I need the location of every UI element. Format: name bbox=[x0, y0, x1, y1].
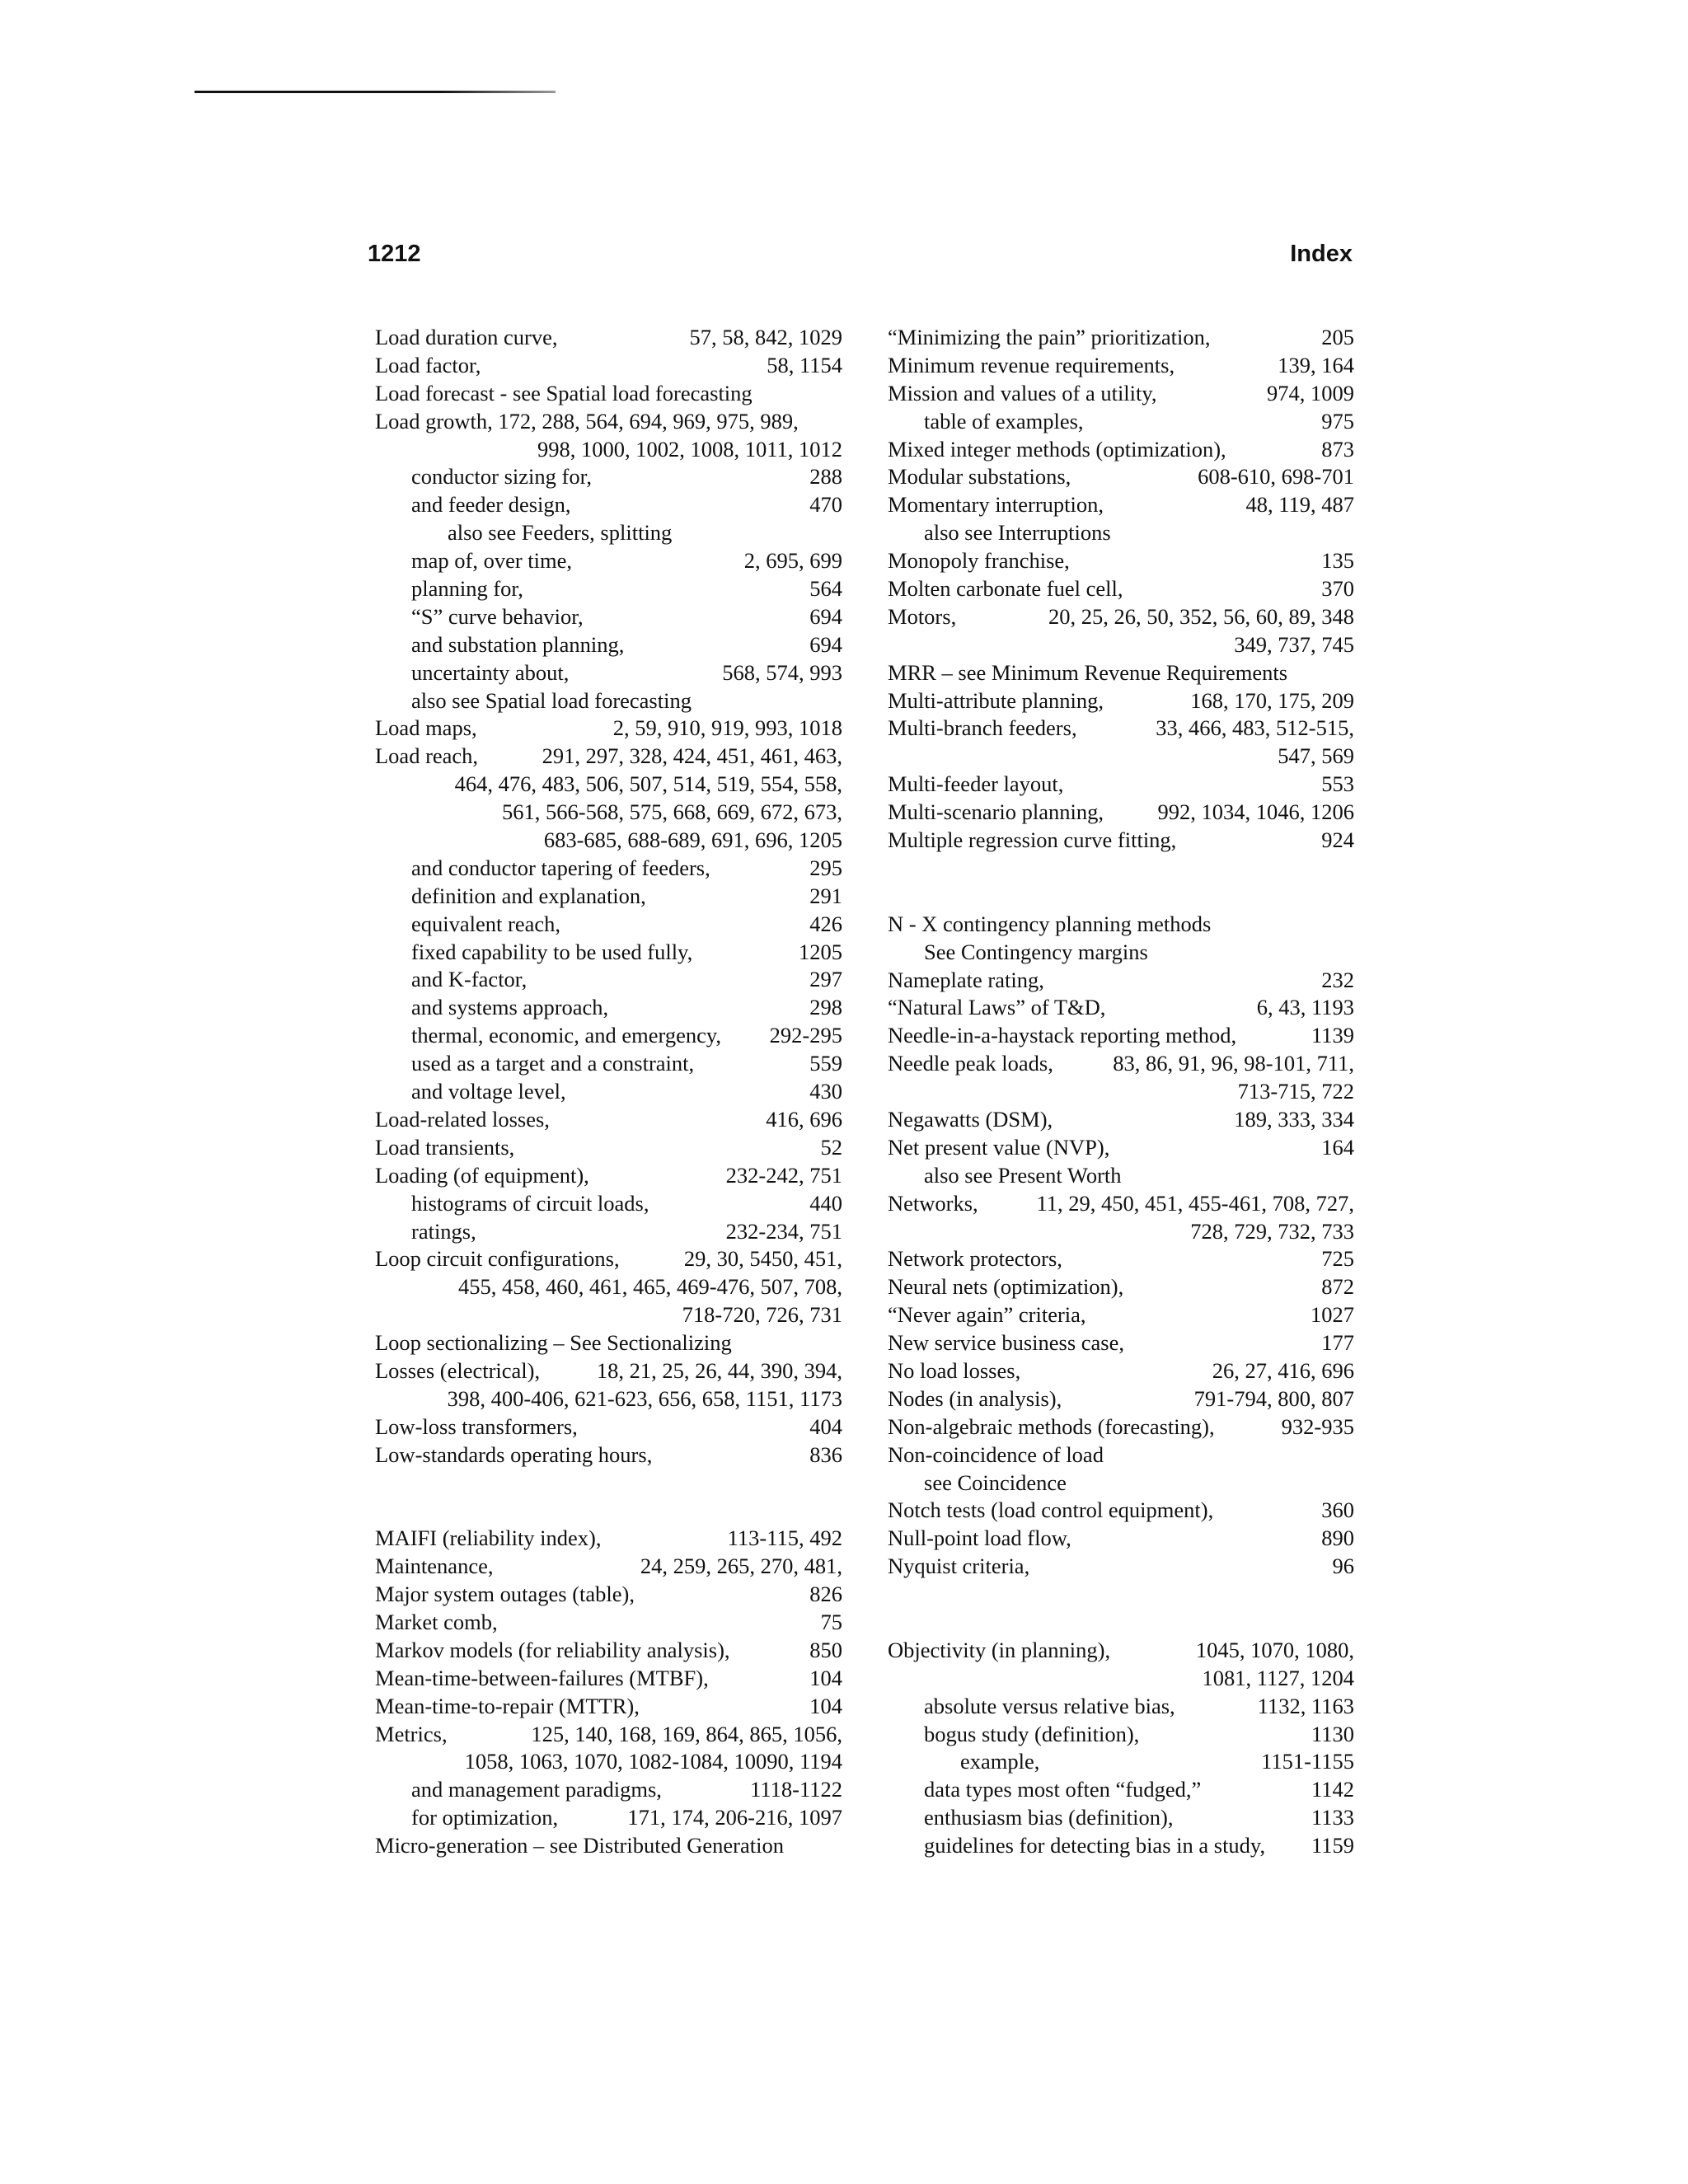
entry-term: Metrics, bbox=[375, 1721, 448, 1746]
index-subentry bbox=[375, 631, 842, 659]
index-subentry bbox=[375, 1022, 842, 1050]
entry-pages: 189, 333, 334 bbox=[1234, 1106, 1354, 1132]
entry-pages: 873 bbox=[1321, 436, 1354, 462]
entry-term: and substation planning, bbox=[411, 631, 625, 657]
entry-term: thermal, economic, and emergency, bbox=[411, 1023, 721, 1048]
index-entry bbox=[888, 463, 1354, 491]
entry-term: MAIFI (reliability index), bbox=[375, 1526, 602, 1551]
entry-pages: 29, 30, 5450, 451, bbox=[683, 1246, 842, 1272]
entry-term: Losses (electrical), bbox=[375, 1357, 541, 1383]
index-column-right bbox=[888, 324, 1354, 1860]
index-cross-reference bbox=[888, 1162, 1354, 1190]
entry-term: Load reach, bbox=[375, 743, 479, 769]
entry-pages: 564 bbox=[809, 576, 842, 602]
entry-pages: 292-295 bbox=[769, 1023, 842, 1048]
entry-term: Load-related losses, bbox=[375, 1106, 550, 1132]
index-entry bbox=[888, 827, 1354, 855]
index-entry bbox=[888, 1497, 1354, 1525]
entry-pages: 725 bbox=[1321, 1246, 1354, 1272]
entry-continuation bbox=[888, 631, 1354, 659]
entry-term: Maintenance, bbox=[375, 1554, 494, 1579]
entry-pages: 104 bbox=[809, 1665, 842, 1690]
entry-term: and conductor tapering of feeders, bbox=[411, 855, 710, 880]
index-entry bbox=[888, 1022, 1354, 1050]
entry-term: See Contingency margins bbox=[924, 939, 1148, 964]
index-entry bbox=[888, 1050, 1354, 1078]
index-entry bbox=[375, 1637, 842, 1665]
entry-term: Loading (of equipment), bbox=[375, 1162, 589, 1188]
entry-term: planning for, bbox=[411, 576, 523, 602]
entry-pages: 57, 58, 842, 1029 bbox=[689, 325, 842, 349]
index-cross-reference bbox=[888, 519, 1354, 547]
entry-pages: 430 bbox=[809, 1079, 842, 1104]
entry-pages: 404 bbox=[809, 1413, 842, 1439]
entry-term: MRR – see Minimum Revenue Requirements bbox=[888, 659, 1288, 685]
index-entry bbox=[888, 1553, 1354, 1581]
entry-pages: 1118-1122 bbox=[750, 1777, 842, 1802]
entry-term: Market comb, bbox=[375, 1609, 498, 1634]
entry-pages: 1133 bbox=[1311, 1805, 1354, 1830]
index-entry bbox=[375, 1525, 842, 1553]
entry-pages: 135 bbox=[1321, 548, 1354, 574]
entry-pages: 455, 458, 460, 461, 465, 469-476, 507, 708, bbox=[458, 1274, 842, 1300]
entry-term: uncertainty about, bbox=[411, 659, 570, 685]
index-entry bbox=[375, 408, 842, 436]
entry-pages: 924 bbox=[1321, 827, 1354, 853]
entry-continuation bbox=[888, 1665, 1354, 1693]
entry-pages: 2, 59, 910, 919, 993, 1018 bbox=[612, 715, 842, 741]
entry-continuation bbox=[375, 799, 842, 827]
index-entry bbox=[888, 547, 1354, 575]
entry-pages: 370 bbox=[1321, 576, 1354, 602]
entry-term: map of, over time, bbox=[411, 548, 573, 574]
entry-pages: 360 bbox=[1321, 1497, 1354, 1523]
entry-term: ratings, bbox=[411, 1218, 476, 1244]
index-subentry bbox=[888, 1748, 1354, 1776]
index-entry bbox=[375, 1329, 842, 1357]
index-subentry bbox=[888, 1693, 1354, 1721]
entry-term: Non-coincidence of load bbox=[888, 1441, 1104, 1467]
index-entry bbox=[888, 994, 1354, 1022]
entry-term: Multi-attribute planning, bbox=[888, 687, 1104, 713]
index-subentry bbox=[375, 994, 842, 1022]
index-entry bbox=[375, 1832, 842, 1860]
index-cross-reference bbox=[375, 519, 842, 547]
entry-term: Load maps, bbox=[375, 715, 477, 741]
entry-term: and management paradigms, bbox=[411, 1777, 662, 1802]
entry-term: Mean-time-to-repair (MTTR), bbox=[375, 1693, 640, 1718]
index-entry bbox=[375, 1609, 842, 1637]
index-entry bbox=[888, 575, 1354, 603]
entry-pages: 171, 174, 206-216, 1097 bbox=[627, 1805, 842, 1830]
entry-pages: 1130 bbox=[1311, 1721, 1354, 1746]
entry-term: “Natural Laws” of T&D, bbox=[888, 995, 1106, 1020]
entry-pages: 890 bbox=[1321, 1526, 1354, 1551]
index-subentry bbox=[375, 575, 842, 603]
entry-pages: 26, 27, 416, 696 bbox=[1212, 1357, 1354, 1383]
entry-term: definition and explanation, bbox=[411, 883, 646, 908]
entry-term: bogus study (definition), bbox=[924, 1721, 1140, 1746]
index-entry bbox=[375, 1553, 842, 1581]
entry-pages: 291, 297, 328, 424, 451, 461, 463, bbox=[542, 743, 842, 769]
entry-term: Neural nets (optimization), bbox=[888, 1274, 1124, 1300]
entry-term: Load transients, bbox=[375, 1134, 515, 1160]
section-title: Index bbox=[1290, 241, 1353, 267]
entry-continuation bbox=[375, 1385, 842, 1413]
entry-term: Needle peak loads, bbox=[888, 1051, 1053, 1076]
index-entry bbox=[888, 603, 1354, 631]
letter-group-gap bbox=[375, 1469, 842, 1526]
entry-pages: 791-794, 800, 807 bbox=[1193, 1385, 1354, 1411]
entry-pages: 349, 737, 745 bbox=[1234, 631, 1354, 657]
index-entry bbox=[888, 1273, 1354, 1301]
entry-term: Objectivity (in planning), bbox=[888, 1637, 1111, 1662]
entry-term: “S” curve behavior, bbox=[411, 603, 584, 629]
entry-pages: 11, 29, 450, 451, 455-461, 708, 727, bbox=[1036, 1190, 1354, 1216]
entry-pages: 975 bbox=[1321, 408, 1354, 434]
entry-continuation bbox=[375, 1273, 842, 1301]
entry-pages: 139, 164 bbox=[1278, 352, 1354, 377]
index-entry bbox=[888, 1106, 1354, 1134]
index-entry bbox=[888, 659, 1354, 687]
entry-pages: 992, 1034, 1046, 1206 bbox=[1157, 799, 1354, 825]
entry-pages: 164 bbox=[1321, 1134, 1354, 1160]
entry-term: Load duration curve, bbox=[375, 325, 558, 349]
index-subentry bbox=[888, 1832, 1354, 1860]
index-entry bbox=[888, 771, 1354, 799]
entry-pages: 559 bbox=[809, 1051, 842, 1076]
page-header bbox=[368, 241, 1353, 274]
entry-pages: 932-935 bbox=[1281, 1413, 1354, 1439]
entry-term: table of examples, bbox=[924, 408, 1084, 434]
entry-pages: 168, 170, 175, 209 bbox=[1190, 687, 1354, 713]
entry-pages: 83, 86, 91, 96, 98-101, 711, bbox=[1113, 1051, 1354, 1076]
entry-continuation bbox=[888, 1218, 1354, 1246]
entry-term: Load forecast - see Spatial load forecasting bbox=[375, 380, 753, 405]
index-subentry bbox=[888, 1804, 1354, 1832]
entry-pages: 232-234, 751 bbox=[725, 1218, 842, 1244]
entry-term: New service business case, bbox=[888, 1330, 1124, 1356]
index-cross-reference bbox=[888, 1469, 1354, 1497]
entry-term: Multiple regression curve fitting, bbox=[888, 827, 1177, 853]
entry-pages: 1205 bbox=[799, 939, 842, 964]
entry-term: Multi-scenario planning, bbox=[888, 799, 1104, 825]
index-entry bbox=[375, 324, 842, 352]
index-entry bbox=[375, 380, 842, 408]
index-entry bbox=[888, 1637, 1354, 1665]
entry-continuation bbox=[375, 1748, 842, 1776]
entry-pages: 718-720, 726, 731 bbox=[682, 1302, 842, 1328]
entry-continuation bbox=[375, 1301, 842, 1329]
entry-continuation bbox=[888, 743, 1354, 771]
entry-term: example, bbox=[960, 1749, 1040, 1774]
index-subentry bbox=[375, 603, 842, 631]
entry-pages: 48, 119, 487 bbox=[1245, 492, 1354, 518]
entry-term: histograms of circuit loads, bbox=[411, 1190, 649, 1216]
entry-term: equivalent reach, bbox=[411, 911, 560, 936]
index-entry bbox=[888, 1301, 1354, 1329]
entry-term: absolute versus relative bias, bbox=[924, 1693, 1175, 1718]
entry-continuation bbox=[888, 1078, 1354, 1106]
entry-term: fixed capability to be used fully, bbox=[411, 939, 693, 964]
entry-pages: 998, 1000, 1002, 1008, 1011, 1012 bbox=[537, 436, 842, 462]
index-entry bbox=[888, 1525, 1354, 1553]
entry-pages: 291 bbox=[809, 883, 842, 908]
entry-pages: 1058, 1063, 1070, 1082-1084, 10090, 1194 bbox=[464, 1749, 842, 1774]
entry-pages: 464, 476, 483, 506, 507, 514, 519, 554, 558, bbox=[454, 771, 842, 797]
index-entry bbox=[888, 1329, 1354, 1357]
entry-term: also see Interruptions bbox=[924, 520, 1111, 546]
entry-term: Mission and values of a utility, bbox=[888, 380, 1157, 405]
entry-pages: 713-715, 722 bbox=[1237, 1079, 1354, 1104]
entry-pages: 104 bbox=[809, 1693, 842, 1718]
entry-pages: 6, 43, 1193 bbox=[1256, 995, 1354, 1020]
entry-pages: 232-242, 751 bbox=[725, 1162, 842, 1188]
index-entry bbox=[375, 1357, 842, 1385]
top-rule bbox=[195, 91, 556, 93]
index-entry bbox=[375, 715, 842, 743]
entry-pages: 1045, 1070, 1080, bbox=[1195, 1637, 1354, 1662]
entry-pages: 553 bbox=[1321, 771, 1354, 797]
index-subentry bbox=[888, 1776, 1354, 1804]
index-entry bbox=[888, 436, 1354, 464]
entry-pages: 75 bbox=[820, 1609, 842, 1634]
index-entry bbox=[375, 1106, 842, 1134]
entry-pages: 826 bbox=[809, 1582, 842, 1607]
letter-group-gap bbox=[888, 1581, 1354, 1637]
index-entry bbox=[888, 687, 1354, 715]
entry-term: Mixed integer methods (optimization), bbox=[888, 436, 1226, 462]
entry-term: also see Spatial load forecasting bbox=[411, 687, 692, 713]
index-entry bbox=[888, 352, 1354, 380]
entry-pages: 547, 569 bbox=[1278, 743, 1354, 769]
index-entry bbox=[888, 1357, 1354, 1385]
entry-term: No load losses, bbox=[888, 1357, 1021, 1383]
index-subentry bbox=[888, 408, 1354, 436]
entry-continuation bbox=[375, 771, 842, 799]
index-entry bbox=[888, 715, 1354, 743]
index-subentry bbox=[375, 1078, 842, 1106]
entry-term: Major system outages (table), bbox=[375, 1582, 635, 1607]
index-entry bbox=[375, 1581, 842, 1609]
entry-pages: 1081, 1127, 1204 bbox=[1202, 1665, 1354, 1690]
entry-pages: 608-610, 698-701 bbox=[1198, 464, 1354, 490]
entry-term: N - X contingency planning methods bbox=[888, 911, 1212, 936]
entry-term: Mean-time-between-failures (MTBF), bbox=[375, 1665, 709, 1690]
entry-pages: 295 bbox=[809, 855, 842, 880]
entry-pages: 58, 1154 bbox=[767, 352, 842, 377]
entry-pages: 416, 696 bbox=[766, 1106, 842, 1132]
entry-term: see Coincidence bbox=[924, 1469, 1067, 1495]
entry-term: Multi-feeder layout, bbox=[888, 771, 1064, 797]
index-subentry bbox=[375, 1804, 842, 1832]
entry-term: Nyquist criteria, bbox=[888, 1554, 1030, 1579]
index-entry bbox=[888, 324, 1354, 352]
entry-term: Molten carbonate fuel cell, bbox=[888, 576, 1123, 602]
entry-pages: 1142 bbox=[1311, 1777, 1354, 1802]
entry-term: Non-algebraic methods (forecasting), bbox=[888, 1413, 1215, 1439]
index-cross-reference bbox=[375, 687, 842, 715]
entry-term: Multi-branch feeders, bbox=[888, 715, 1077, 741]
entry-term: Notch tests (load control equipment), bbox=[888, 1497, 1214, 1523]
entry-pages: 470 bbox=[809, 492, 842, 518]
index-entry bbox=[375, 743, 842, 771]
entry-term: guidelines for detecting bias in a study, bbox=[924, 1833, 1266, 1858]
entry-term: Markov models (for reliability analysis), bbox=[375, 1637, 730, 1662]
entry-term: Loop circuit configurations, bbox=[375, 1246, 620, 1272]
entry-term: Motors, bbox=[888, 603, 957, 629]
entry-pages: 1159 bbox=[1311, 1833, 1354, 1858]
entry-term: Network protectors, bbox=[888, 1246, 1062, 1272]
index-entry bbox=[375, 1441, 842, 1469]
entry-term: Micro-generation – see Distributed Generation bbox=[375, 1833, 784, 1858]
entry-pages: 1132, 1163 bbox=[1257, 1693, 1354, 1718]
entry-pages: 398, 400-406, 621-623, 656, 658, 1151, 1173 bbox=[447, 1385, 842, 1411]
index-entry bbox=[888, 1385, 1354, 1413]
entry-term: and voltage level, bbox=[411, 1079, 566, 1104]
page-number: 1212 bbox=[368, 241, 421, 267]
index-subentry bbox=[375, 1776, 842, 1804]
entry-pages: 683-685, 688-689, 691, 696, 1205 bbox=[543, 827, 842, 853]
index-entry bbox=[888, 491, 1354, 519]
entry-pages: 850 bbox=[809, 1637, 842, 1662]
entry-term: Null-point load flow, bbox=[888, 1526, 1071, 1551]
entry-term: conductor sizing for, bbox=[411, 464, 592, 490]
index-subentry bbox=[375, 855, 842, 883]
index-entry bbox=[888, 911, 1354, 939]
entry-pages: 2, 695, 699 bbox=[743, 548, 842, 574]
entry-term: Net present value (NVP), bbox=[888, 1134, 1110, 1160]
entry-pages: 728, 729, 732, 733 bbox=[1190, 1218, 1354, 1244]
entry-term: Load factor, bbox=[375, 352, 481, 377]
entry-pages: 974, 1009 bbox=[1267, 380, 1354, 405]
entry-pages: 561, 566-568, 575, 668, 669, 672, 673, bbox=[502, 799, 842, 825]
entry-pages: 297 bbox=[809, 967, 842, 992]
entry-term: Low-loss transformers, bbox=[375, 1413, 578, 1439]
index-subentry bbox=[375, 883, 842, 911]
entry-term: and feeder design, bbox=[411, 492, 571, 518]
index-entry bbox=[888, 1134, 1354, 1162]
entry-pages: 52 bbox=[820, 1134, 842, 1160]
entry-pages: 872 bbox=[1321, 1274, 1354, 1300]
entry-term: Minimum revenue requirements, bbox=[888, 352, 1175, 377]
entry-term: Modular substations, bbox=[888, 464, 1071, 490]
index-subentry bbox=[375, 1050, 842, 1078]
index-entry bbox=[375, 352, 842, 380]
entry-pages: 205 bbox=[1321, 325, 1354, 349]
entry-pages: 836 bbox=[809, 1441, 842, 1467]
index-entry bbox=[888, 1245, 1354, 1273]
entry-pages: 18, 21, 25, 26, 44, 390, 394, bbox=[596, 1357, 842, 1383]
entry-term: Loop sectionalizing – See Sectionalizing bbox=[375, 1330, 732, 1356]
entry-term: also see Present Worth bbox=[924, 1162, 1122, 1188]
entry-term: and K-factor, bbox=[411, 967, 528, 992]
index-entry bbox=[375, 1721, 842, 1749]
index-entry bbox=[888, 799, 1354, 827]
index-entry bbox=[888, 380, 1354, 408]
index-subentry bbox=[375, 966, 842, 994]
entry-pages: 33, 466, 483, 512-515, bbox=[1156, 715, 1354, 741]
index-subentry bbox=[375, 939, 842, 967]
index-entry bbox=[375, 1134, 842, 1162]
index-entry bbox=[888, 967, 1354, 995]
entry-term: Load growth, 172, 288, 564, 694, 969, 975, 989, bbox=[375, 408, 799, 434]
index-cross-reference bbox=[888, 939, 1354, 967]
entry-term: also see Feeders, splitting bbox=[448, 520, 673, 546]
letter-group-gap bbox=[888, 855, 1354, 911]
entry-pages: 177 bbox=[1321, 1330, 1354, 1356]
index-entry bbox=[375, 1245, 842, 1273]
index-subentry bbox=[375, 1190, 842, 1218]
index-subentry bbox=[375, 911, 842, 939]
entry-continuation bbox=[375, 827, 842, 855]
entry-term: “Never again” criteria, bbox=[888, 1302, 1086, 1328]
index-entry bbox=[888, 1441, 1354, 1469]
entry-pages: 288 bbox=[809, 464, 842, 490]
entry-pages: 694 bbox=[809, 603, 842, 629]
entry-term: “Minimizing the pain” prioritization, bbox=[888, 325, 1211, 349]
entry-pages: 1151-1155 bbox=[1261, 1749, 1354, 1774]
entry-term: for optimization, bbox=[411, 1805, 559, 1830]
entry-pages: 440 bbox=[809, 1190, 842, 1216]
entry-term: Momentary interruption, bbox=[888, 492, 1104, 518]
index-entry bbox=[375, 1665, 842, 1693]
index-subentry bbox=[888, 1721, 1354, 1749]
entry-pages: 24, 259, 265, 270, 481, bbox=[640, 1554, 842, 1579]
index-subentry bbox=[375, 547, 842, 575]
entry-term: Low-standards operating hours, bbox=[375, 1441, 653, 1467]
entry-term: data types most often “fudged,” bbox=[924, 1777, 1202, 1802]
index-entry bbox=[375, 1413, 842, 1441]
entry-continuation bbox=[375, 436, 842, 464]
entry-pages: 20, 25, 26, 50, 352, 56, 60, 89, 348 bbox=[1048, 603, 1354, 629]
entry-pages: 298 bbox=[809, 995, 842, 1020]
entry-pages: 96 bbox=[1332, 1554, 1354, 1579]
index-subentry bbox=[375, 491, 842, 519]
entry-term: Networks, bbox=[888, 1190, 978, 1216]
entry-term: Needle-in-a-haystack reporting method, bbox=[888, 1023, 1237, 1048]
index-subentry bbox=[375, 463, 842, 491]
index-entry bbox=[375, 1693, 842, 1721]
index-entry bbox=[888, 1190, 1354, 1218]
index-subentry bbox=[375, 659, 842, 687]
entry-pages: 125, 140, 168, 169, 864, 865, 1056, bbox=[531, 1721, 842, 1746]
entry-term: enthusiasm bias (definition), bbox=[924, 1805, 1174, 1830]
entry-pages: 1027 bbox=[1311, 1302, 1354, 1328]
index-subentry bbox=[375, 1218, 842, 1246]
index-entry bbox=[375, 1162, 842, 1190]
index-entry bbox=[888, 1413, 1354, 1441]
entry-term: Nameplate rating, bbox=[888, 967, 1044, 992]
index-column-left bbox=[375, 324, 842, 1860]
entry-term: Negawatts (DSM), bbox=[888, 1106, 1053, 1132]
entry-term: Nodes (in analysis), bbox=[888, 1385, 1062, 1411]
entry-pages: 113-115, 492 bbox=[727, 1526, 842, 1551]
entry-term: and systems approach, bbox=[411, 995, 609, 1020]
entry-term: Monopoly franchise, bbox=[888, 548, 1070, 574]
entry-pages: 568, 574, 993 bbox=[722, 659, 842, 685]
entry-term: used as a target and a constraint, bbox=[411, 1051, 695, 1076]
entry-pages: 232 bbox=[1321, 967, 1354, 992]
entry-pages: 1139 bbox=[1311, 1023, 1354, 1048]
entry-pages: 694 bbox=[809, 631, 842, 657]
entry-pages: 426 bbox=[809, 911, 842, 936]
